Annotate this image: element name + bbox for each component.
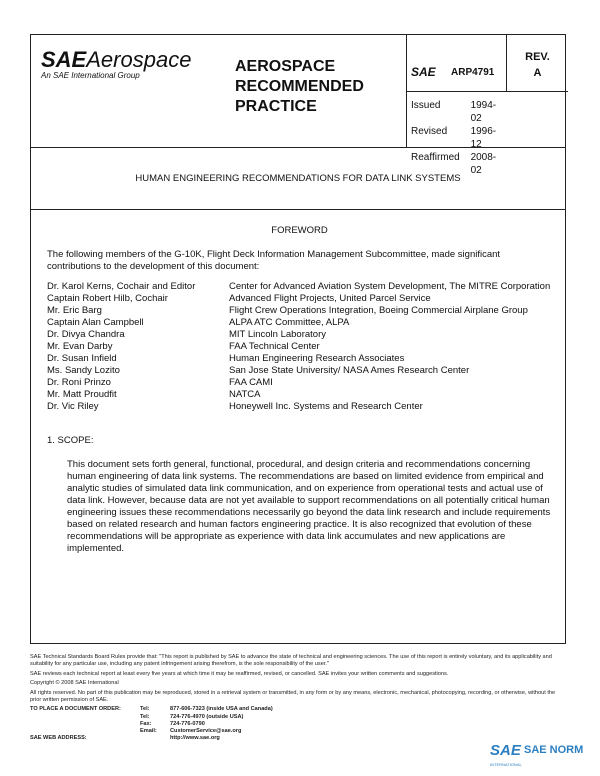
document-frame (30, 34, 566, 644)
title-line-2: RECOMMENDED (235, 78, 364, 95)
member-name: Dr. Roni Prinzo (47, 377, 111, 388)
web-label: SAE WEB ADDRESS: (30, 735, 87, 742)
member-name: Dr. Susan Infield (47, 353, 117, 364)
member-org: FAA Technical Center (229, 341, 320, 352)
legal-footer (30, 654, 566, 742)
document-title: HUMAN ENGINEERING RECOMMENDATIONS FOR DATA LINK SYSTEMS (31, 147, 565, 210)
member-org: Advanced Flight Projects, United Parcel Service (229, 293, 431, 304)
badge-sae: SAE (490, 742, 521, 759)
footer-rights: All rights reserved. No part of this publication may be reproduced, stored in a retrieval system or transmitted, in any form or by any means, electronic, mechanical, photocopying, recording, or otherwise, without the prior written permission of SAE. (30, 689, 556, 704)
web-address-link[interactable]: http://www.sae.org (170, 735, 220, 742)
rev-value: A (533, 67, 542, 79)
member-name: Captain Robert Hilb, Cochair (47, 293, 168, 304)
title-line-1: AEROSPACE (235, 58, 336, 75)
title-block (231, 35, 406, 147)
badge-sub: INTERNATIONAL (490, 762, 522, 767)
member-name: Dr. Karol Kerns, Cochair and Editor (47, 281, 196, 292)
date-issued: Issued 1994-02 (411, 100, 497, 124)
member-org: Flight Crew Operations Integration, Boeing Commercial Airplane Group (229, 305, 528, 316)
contact-block: TO PLACE A DOCUMENT ORDER: Tel: 877-606-7323 (inside USA and Canada) Tel: 724-776-4970 (outside USA) Fax: 724-776-0790 Email: CustomerService@sae.org SAE WEB ADDRESS: http://www.sae.org (30, 706, 566, 742)
member-org: Center for Advanced Aviation System Development, The MITRE Corporation (229, 281, 551, 292)
logo-word: Aerospace (86, 47, 192, 72)
member-org: Honeywell Inc. Systems and Research Center (229, 401, 423, 412)
divider (407, 91, 507, 92)
member-org: Human Engineering Research Associates (229, 353, 405, 364)
contact-phone-us: 877-606-7323 (inside USA and Canada) (170, 706, 273, 713)
scope-heading: 1. SCOPE: (47, 435, 94, 446)
member-org: NATCA (229, 389, 261, 400)
rev-label: REV. (525, 51, 550, 63)
scope-paragraph: This document sets forth general, functional, procedural, and design criteria and recommendations concerning human engineering of data link systems. The recommendations are based on limited evidence from empirical and analytic studies of simulated data link communication, and on experience from operational tests and actual use of data link. However, because data are not yet available to support recommendations on all potentially critical human engineering issues these recommendations necessarily go beyond the data link research and include requirements based on related research and human factors engineering practice. It is also recognized that evolution of these recommendations will be appropriate as experience with data link accumulates and new applications are implemented. (67, 459, 551, 554)
member-org: FAA CAMI (229, 377, 273, 388)
logo-tagline: An SAE International Group (41, 71, 140, 80)
title-line-3: PRACTICE (235, 98, 317, 115)
member-name: Mr. Matt Proudfit (47, 389, 117, 400)
member-list (47, 281, 552, 413)
member-org: ALPA ATC Committee, ALPA (229, 317, 350, 328)
contact-fax: 724-776-0790 (170, 720, 205, 727)
sae-norm-badge (490, 742, 596, 768)
member-org: San Jose State University/ NASA Ames Research Center (229, 365, 470, 376)
logo-sae: SAE (41, 47, 87, 72)
logo-block (31, 35, 231, 147)
member-name: Captain Alan Campbell (47, 317, 144, 328)
sae-mark: SAE (411, 65, 436, 79)
contact-email[interactable]: CustomerService@sae.org (170, 728, 242, 735)
footer-rules: SAE Technical Standards Board Rules provide that: "This report is published by SAE to advance the state of technical and engineering sciences. The use of this report is entirely voluntary, and its applicability and suitability for any particular use, including any patent infringement arising therefrom, is the sole responsibility of the user." (30, 654, 552, 668)
doc-number-block (406, 35, 507, 176)
doc-type-title (235, 57, 364, 117)
footer-review: SAE reviews each technical report at least every five years at which time it may be reaffirmed, revised, or cancelled. SAE invites your written comments and suggestions. (30, 670, 449, 677)
footer-copyright: Copyright © 2008 SAE International (30, 680, 119, 687)
doc-number: ARP4791 (451, 67, 495, 78)
contact-phone-intl: 724-776-4970 (outside USA) (170, 713, 244, 720)
document-body (47, 225, 552, 555)
badge-norm: SAE NORM (524, 744, 584, 756)
member-name: Mr. Evan Darby (47, 341, 113, 352)
foreword-intro: The following members of the G-10K, Flight Deck Information Management Subcommittee, made significant contributions to the development of this document: (47, 249, 501, 272)
member-name: Dr. Divya Chandra (47, 329, 125, 340)
sae-aerospace-logo (41, 47, 191, 73)
date-revised: Revised 1996-12 (411, 126, 497, 150)
member-org: MIT Lincoln Laboratory (229, 329, 326, 340)
revision-block (506, 35, 568, 92)
member-name: Dr. Vic Riley (47, 401, 99, 412)
date-reaffirmed: Reaffirmed 2008-02 (411, 152, 497, 176)
foreword-heading: FOREWORD (271, 225, 328, 236)
order-label: TO PLACE A DOCUMENT ORDER: (30, 706, 121, 713)
member-name: Ms. Sandy Lozito (47, 365, 120, 376)
header (31, 35, 565, 176)
member-name: Mr. Eric Barg (47, 305, 102, 316)
